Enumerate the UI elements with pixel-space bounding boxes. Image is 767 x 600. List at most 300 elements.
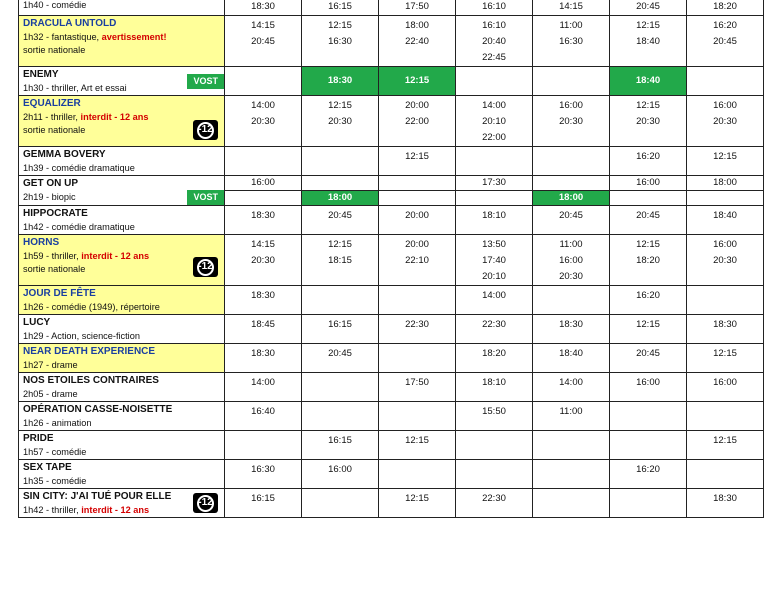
showtime[interactable]: 20:45 — [636, 210, 660, 221]
showtime-cell[interactable] — [533, 16, 610, 67]
showtime-cell[interactable] — [533, 315, 610, 344]
table-row — [19, 16, 764, 67]
showtime[interactable]: 12:15 — [636, 20, 660, 31]
showtime-cell[interactable] — [610, 344, 687, 373]
showtime-cell[interactable] — [302, 147, 379, 176]
film-cell — [19, 431, 225, 460]
showtime[interactable]: 16:00 — [559, 255, 583, 266]
showtime[interactable]: 20:45 — [251, 36, 275, 47]
film-title: PRIDE — [23, 433, 54, 444]
showtime-cell[interactable] — [302, 0, 379, 16]
showtime-cell[interactable] — [610, 206, 687, 235]
showtime[interactable]: 22:00 — [482, 132, 506, 143]
film-genre: 1h42 - comédie dramatique — [23, 222, 135, 232]
showtime-cell[interactable] — [456, 402, 533, 431]
film-cell — [19, 16, 225, 67]
film-cell — [19, 96, 225, 147]
showtime[interactable]: 22:45 — [482, 52, 506, 63]
showtime-cell[interactable] — [456, 176, 533, 191]
film-release: sortie nationale — [23, 125, 86, 135]
showtime-cell[interactable] — [302, 191, 379, 206]
film-title: EQUALIZER — [23, 98, 81, 109]
showtime[interactable]: 16:15 — [251, 493, 275, 504]
showtime-cell[interactable] — [302, 431, 379, 460]
showtime[interactable]: 22:40 — [405, 36, 429, 47]
showtime-cell[interactable] — [302, 16, 379, 67]
showtime-cell[interactable] — [379, 431, 456, 460]
showtime-cell[interactable] — [225, 431, 302, 460]
showtime-cell[interactable] — [379, 67, 456, 96]
showtime[interactable]: 18:30 — [251, 210, 275, 221]
showtime[interactable]: 18:15 — [328, 255, 352, 266]
showtime[interactable]: 16:15 — [328, 319, 352, 330]
showtime[interactable]: 12:15 — [636, 239, 660, 250]
showtime[interactable]: 18:00 — [558, 192, 584, 203]
film-info — [23, 221, 220, 234]
showtime-cell[interactable] — [302, 315, 379, 344]
showtime[interactable]: 16:20 — [636, 464, 660, 475]
showtime[interactable]: 20:45 — [636, 1, 660, 12]
showtime-cell[interactable] — [610, 96, 687, 147]
showtime[interactable]: 18:10 — [482, 377, 506, 388]
film-info — [23, 301, 220, 314]
showtime-cell[interactable] — [456, 147, 533, 176]
showtime[interactable]: 12:15 — [405, 151, 429, 162]
table-row — [19, 206, 764, 235]
showtime[interactable]: 18:30 — [327, 75, 353, 86]
showtime-cell[interactable] — [456, 373, 533, 402]
table-row — [19, 344, 764, 373]
showtime[interactable]: 22:30 — [405, 319, 429, 330]
showtime-cell[interactable] — [533, 191, 610, 206]
showtime[interactable]: 18:30 — [251, 290, 275, 301]
showtime[interactable]: 16:00 — [328, 464, 352, 475]
film-genre: 1h26 - comédie (1949), répertoire — [23, 302, 160, 312]
showtime-cell[interactable] — [302, 489, 379, 518]
film-genre: 1h27 - drame — [23, 360, 78, 370]
showtime-cell[interactable] — [687, 431, 764, 460]
showtime[interactable]: 16:20 — [636, 290, 660, 301]
showtime[interactable]: 18:00 — [327, 192, 353, 203]
film-genre: 2h19 - biopic — [23, 192, 76, 202]
showtime-cell[interactable] — [610, 402, 687, 431]
showtime[interactable]: 14:15 — [251, 20, 275, 31]
showtime[interactable]: 16:30 — [251, 464, 275, 475]
film-genre: 2h05 - drame — [23, 389, 78, 399]
showtime-cell[interactable] — [610, 176, 687, 191]
showtime-cell[interactable] — [225, 373, 302, 402]
showtime[interactable]: 18:40 — [559, 348, 583, 359]
table-row — [19, 286, 764, 315]
showtime[interactable]: 20:45 — [636, 348, 660, 359]
showtime[interactable]: 17:30 — [482, 177, 506, 188]
showtime[interactable]: 14:15 — [559, 1, 583, 12]
showtime[interactable]: 20:45 — [328, 348, 352, 359]
film-cell — [19, 402, 225, 431]
showtime[interactable]: 16:00 — [559, 100, 583, 111]
age-rating-label: -12 — [197, 259, 214, 276]
showtime-cell[interactable] — [456, 16, 533, 67]
showtime-cell[interactable] — [225, 489, 302, 518]
showtime-cell[interactable] — [302, 344, 379, 373]
showtime[interactable]: 20:45 — [559, 210, 583, 221]
film-title: LUCY — [23, 317, 51, 328]
showtime[interactable]: 12:15 — [713, 435, 737, 446]
showtime-cell[interactable] — [687, 460, 764, 489]
showtime-cell[interactable] — [610, 0, 687, 16]
table-row — [19, 460, 764, 489]
showtime-cell[interactable] — [610, 191, 687, 206]
film-info — [23, 446, 220, 459]
showtime[interactable]: 16:00 — [636, 177, 660, 188]
film-cell — [19, 373, 225, 402]
showtime-cell[interactable] — [225, 235, 302, 286]
showtime[interactable]: 18:45 — [251, 319, 275, 330]
film-warning: interdit - 12 ans — [80, 112, 149, 122]
showtime-cell[interactable] — [379, 147, 456, 176]
showtime[interactable]: 16:00 — [713, 377, 737, 388]
showtime-cell[interactable] — [379, 489, 456, 518]
showtime[interactable]: 18:00 — [405, 20, 429, 31]
table-row — [19, 315, 764, 344]
showtime[interactable]: 17:50 — [405, 377, 429, 388]
film-genre: 1h39 - comédie dramatique — [23, 163, 135, 173]
showtime[interactable]: 16:30 — [559, 36, 583, 47]
showtime-cell[interactable] — [456, 206, 533, 235]
showtime[interactable]: 18:20 — [482, 348, 506, 359]
showtime[interactable]: 22:30 — [482, 319, 506, 330]
showtime[interactable]: 14:00 — [559, 377, 583, 388]
showtime-cell[interactable] — [610, 489, 687, 518]
film-genre: 1h35 - comédie — [23, 476, 87, 486]
showtime-cell[interactable] — [610, 431, 687, 460]
showtime[interactable]: 18:00 — [713, 177, 737, 188]
film-cell — [19, 286, 225, 315]
showtime[interactable]: 16:20 — [636, 151, 660, 162]
film-info — [23, 250, 220, 263]
showtime-cell[interactable] — [456, 489, 533, 518]
showtime-cell[interactable] — [687, 344, 764, 373]
showtime-cell[interactable] — [302, 460, 379, 489]
showtime-cell[interactable] — [302, 176, 379, 191]
showtime-cell[interactable] — [687, 235, 764, 286]
showtime-cell[interactable] — [610, 315, 687, 344]
showtime-cell[interactable] — [610, 373, 687, 402]
film-title: OPÉRATION CASSE-NOISETTE — [23, 404, 173, 415]
showtime[interactable]: 20:00 — [405, 100, 429, 111]
showtime[interactable]: 17:40 — [482, 255, 506, 266]
showtime[interactable]: 16:00 — [251, 177, 275, 188]
table-row — [19, 67, 764, 96]
showtime-cell[interactable] — [610, 460, 687, 489]
film-cell — [19, 206, 225, 235]
showtime[interactable]: 12:15 — [405, 435, 429, 446]
film-genre: 1h30 - thriller, Art et essai — [23, 83, 127, 93]
showtime[interactable]: 20:30 — [328, 116, 352, 127]
showtime[interactable]: 22:00 — [405, 116, 429, 127]
film-cell — [19, 176, 225, 206]
showtime-cell[interactable] — [687, 206, 764, 235]
showtime[interactable]: 16:40 — [251, 406, 275, 417]
showtime[interactable]: 20:30 — [713, 116, 737, 127]
film-cell — [19, 0, 225, 16]
film-release: sortie nationale — [23, 264, 86, 274]
showtime-cell[interactable] — [533, 235, 610, 286]
showtime-cell[interactable] — [456, 431, 533, 460]
showtime-cell[interactable] — [456, 315, 533, 344]
showtime[interactable]: 18:30 — [251, 1, 275, 12]
table-row — [19, 402, 764, 431]
film-cell — [19, 67, 225, 96]
showtime-cell[interactable] — [379, 286, 456, 315]
showtime[interactable]: 14:00 — [482, 100, 506, 111]
table-row — [19, 235, 764, 286]
showtime[interactable]: 18:30 — [713, 493, 737, 504]
showtime[interactable]: 20:30 — [559, 271, 583, 282]
showtime-cell[interactable] — [533, 0, 610, 16]
showtime-cell[interactable] — [379, 344, 456, 373]
showtime-cell[interactable] — [302, 67, 379, 96]
showtime[interactable]: 13:50 — [482, 239, 506, 250]
film-genre: 1h26 - animation — [23, 418, 92, 428]
showtime-cell[interactable] — [379, 235, 456, 286]
showtime[interactable]: 20:45 — [328, 210, 352, 221]
showtime-cell[interactable] — [225, 402, 302, 431]
showtime[interactable]: 11:00 — [559, 406, 583, 417]
showtime[interactable]: 20:00 — [405, 210, 429, 221]
showtime[interactable]: 20:30 — [713, 255, 737, 266]
showtime[interactable]: 14:00 — [251, 377, 275, 388]
age-rating-12-icon — [193, 493, 218, 513]
showtime-cell[interactable] — [225, 206, 302, 235]
table-row — [19, 96, 764, 147]
film-warning: interdit - 12 ans — [81, 251, 150, 261]
film-genre: 1h32 - fantastique, — [23, 32, 100, 42]
age-rating-label: -12 — [197, 495, 214, 512]
showtime-cell[interactable] — [225, 460, 302, 489]
showtime-cell[interactable] — [687, 176, 764, 191]
showtime-cell[interactable] — [533, 402, 610, 431]
showtime-cell[interactable] — [533, 206, 610, 235]
showtime[interactable]: 22:30 — [482, 493, 506, 504]
showtime-cell[interactable] — [302, 286, 379, 315]
showtime[interactable]: 18:30 — [559, 319, 583, 330]
film-title: HORNS — [23, 237, 60, 248]
showtime-cell[interactable] — [456, 344, 533, 373]
showtime-cell[interactable] — [379, 402, 456, 431]
showtime[interactable]: 12:15 — [636, 100, 660, 111]
film-title: ENEMY — [23, 69, 59, 80]
showtime[interactable]: 18:30 — [713, 319, 737, 330]
schedule-table — [18, 0, 764, 518]
showtime-cell[interactable] — [687, 191, 764, 206]
showtime-cell[interactable] — [302, 206, 379, 235]
showtime[interactable]: 16:00 — [636, 377, 660, 388]
film-info — [23, 417, 220, 430]
table-row — [19, 176, 764, 191]
showtime-cell[interactable] — [302, 235, 379, 286]
vost-badge: VOST — [187, 74, 224, 89]
showtime-cell[interactable] — [379, 0, 456, 16]
showtime[interactable]: 16:00 — [713, 100, 737, 111]
showtime-cell[interactable] — [687, 402, 764, 431]
showtime-cell[interactable] — [610, 235, 687, 286]
film-release: sortie nationale — [23, 45, 86, 55]
showtime-cell[interactable] — [225, 286, 302, 315]
table-row — [19, 431, 764, 460]
showtime-cell[interactable] — [533, 147, 610, 176]
showtime[interactable]: 18:40 — [713, 210, 737, 221]
showtime-cell[interactable] — [456, 235, 533, 286]
showtime-cell[interactable] — [379, 96, 456, 147]
showtime[interactable]: 20:10 — [482, 271, 506, 282]
showtime[interactable]: 20:30 — [251, 255, 275, 266]
showtime-cell[interactable] — [225, 191, 302, 206]
showtime-cell[interactable] — [379, 16, 456, 67]
showtime-cell[interactable] — [533, 431, 610, 460]
showtime-cell[interactable] — [533, 489, 610, 518]
showtime-cell[interactable] — [687, 96, 764, 147]
showtime[interactable]: 12:15 — [713, 348, 737, 359]
showtime[interactable]: 18:20 — [636, 255, 660, 266]
showtime[interactable]: 12:15 — [328, 100, 352, 111]
showtime-cell[interactable] — [687, 147, 764, 176]
showtime[interactable]: 18:30 — [251, 348, 275, 359]
age-rating-label: -12 — [197, 122, 214, 139]
showtime[interactable]: 20:30 — [559, 116, 583, 127]
film-info — [23, 31, 220, 44]
showtime-cell[interactable] — [456, 191, 533, 206]
showtime[interactable]: 20:10 — [482, 116, 506, 127]
showtime[interactable]: 16:15 — [328, 1, 352, 12]
showtime-cell[interactable] — [533, 96, 610, 147]
showtime[interactable]: 17:50 — [405, 1, 429, 12]
showtime-cell[interactable] — [687, 286, 764, 315]
showtime[interactable]: 12:15 — [328, 239, 352, 250]
showtime[interactable]: 16:20 — [713, 20, 737, 31]
showtime[interactable]: 11:00 — [559, 239, 583, 250]
showtime-cell[interactable] — [225, 344, 302, 373]
showtime-cell[interactable] — [456, 286, 533, 315]
showtime-cell[interactable] — [379, 315, 456, 344]
showtime-cell[interactable] — [225, 315, 302, 344]
film-info — [23, 388, 220, 401]
showtime-cell[interactable] — [533, 460, 610, 489]
showtime[interactable]: 22:10 — [405, 255, 429, 266]
showtime[interactable]: 11:00 — [559, 20, 583, 31]
showtime[interactable]: 14:00 — [482, 290, 506, 301]
film-genre: 2h11 - thriller, — [23, 112, 78, 122]
showtime-cell[interactable] — [379, 206, 456, 235]
showtime[interactable]: 20:45 — [713, 36, 737, 47]
showtime[interactable]: 20:30 — [251, 116, 275, 127]
showtime-cell[interactable] — [379, 176, 456, 191]
film-info — [23, 0, 220, 12]
showtime[interactable]: 12:15 — [405, 493, 429, 504]
film-info — [23, 162, 220, 175]
showtime-cell[interactable] — [610, 67, 687, 96]
film-warning: avertissement! — [101, 32, 167, 42]
showtime[interactable]: 16:15 — [328, 435, 352, 446]
showtime[interactable]: 16:30 — [328, 36, 352, 47]
showtime-cell[interactable] — [687, 16, 764, 67]
film-title: GEMMA BOVERY — [23, 149, 106, 160]
showtime[interactable]: 20:30 — [636, 116, 660, 127]
showtime-cell[interactable] — [687, 67, 764, 96]
showtime-cell[interactable] — [456, 96, 533, 147]
showtime-cell[interactable] — [302, 96, 379, 147]
showtime-cell[interactable] — [687, 0, 764, 16]
showtime[interactable]: 12:15 — [636, 319, 660, 330]
showtime-cell[interactable] — [225, 16, 302, 67]
film-cell — [19, 315, 225, 344]
film-genre: 1h57 - comédie — [23, 447, 87, 457]
showtime-cell[interactable] — [379, 460, 456, 489]
showtime[interactable]: 16:00 — [713, 239, 737, 250]
film-info — [23, 359, 220, 372]
showtime-cell[interactable] — [610, 16, 687, 67]
showtime[interactable]: 18:10 — [482, 210, 506, 221]
showtime-cell[interactable] — [225, 67, 302, 96]
showtime-cell[interactable] — [379, 191, 456, 206]
showtime-cell[interactable] — [687, 373, 764, 402]
showtime[interactable]: 18:40 — [635, 75, 661, 86]
showtime[interactable]: 18:40 — [636, 36, 660, 47]
showtime[interactable]: 12:15 — [328, 20, 352, 31]
showtime-cell[interactable] — [533, 286, 610, 315]
film-genre: 1h29 - Action, science-fiction — [23, 331, 140, 341]
film-info — [23, 330, 220, 343]
showtime[interactable]: 20:00 — [405, 239, 429, 250]
showtime-cell[interactable] — [456, 67, 533, 96]
showtime[interactable]: 14:15 — [251, 239, 275, 250]
showtime[interactable]: 12:15 — [404, 75, 430, 86]
film-title: HIPPOCRATE — [23, 208, 88, 219]
showtime-cell[interactable] — [687, 489, 764, 518]
showtime-cell[interactable] — [533, 373, 610, 402]
showtime-cell[interactable] — [225, 96, 302, 147]
film-genre: 1h40 - comédie — [23, 0, 87, 10]
showtime[interactable]: 20:40 — [482, 36, 506, 47]
film-cell — [19, 235, 225, 286]
showtime-cell[interactable] — [687, 315, 764, 344]
showtime-cell[interactable] — [533, 176, 610, 191]
showtime-cell[interactable] — [610, 286, 687, 315]
showtime[interactable]: 18:20 — [713, 1, 737, 12]
showtime-cell[interactable] — [610, 147, 687, 176]
film-cell — [19, 147, 225, 176]
film-title: SIN CITY: J'AI TUÉ POUR ELLE — [23, 491, 172, 502]
film-title: JOUR DE FÊTE — [23, 288, 96, 299]
showtime-cell[interactable] — [302, 373, 379, 402]
showtime[interactable]: 15:50 — [482, 406, 506, 417]
showtime-cell[interactable] — [225, 176, 302, 191]
showtime-cell[interactable] — [533, 67, 610, 96]
showtime-cell[interactable] — [533, 344, 610, 373]
showtime[interactable]: 14:00 — [251, 100, 275, 111]
showtime-cell[interactable] — [379, 373, 456, 402]
showtime-cell[interactable] — [456, 0, 533, 16]
film-info — [23, 475, 220, 488]
film-genre: 1h59 - thriller, — [23, 251, 79, 261]
showtime[interactable]: 12:15 — [713, 151, 737, 162]
showtime-cell[interactable] — [225, 147, 302, 176]
showtime-cell[interactable] — [302, 402, 379, 431]
showtime-cell[interactable] — [225, 0, 302, 16]
showtime[interactable]: 16:10 — [482, 20, 506, 31]
showtime[interactable]: 16:10 — [482, 1, 506, 12]
showtime-cell[interactable] — [456, 460, 533, 489]
